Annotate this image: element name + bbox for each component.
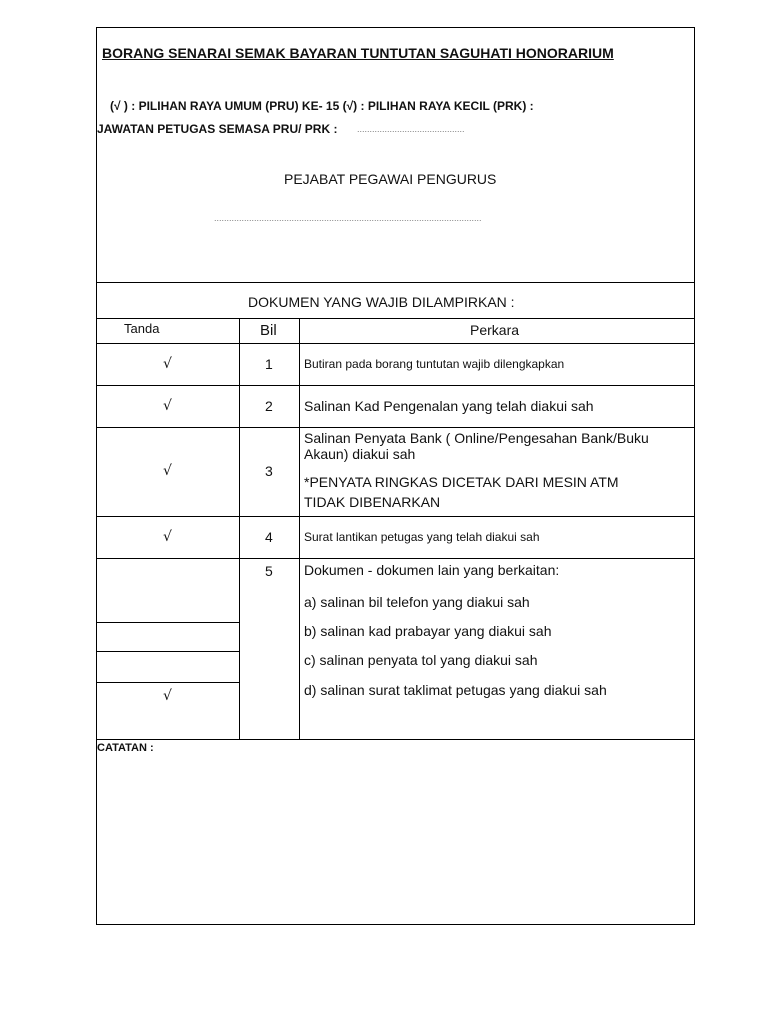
line-table-top <box>96 282 695 283</box>
col-header-perkara: Perkara <box>470 322 520 338</box>
frame-left <box>96 27 97 924</box>
row4-number: 4 <box>265 529 273 545</box>
row3-number: 3 <box>265 463 273 479</box>
frame-top <box>96 27 695 28</box>
line-sub-c <box>96 682 239 683</box>
row3-check-mark: √ <box>163 463 172 479</box>
row2-item: Salinan Kad Pengenalan yang telah diakui sah <box>304 398 594 414</box>
row5-item: Dokumen - dokumen lain yang berkaitan: <box>304 562 560 578</box>
row4-item: Surat lantikan petugas yang telah diakui sah <box>304 530 540 544</box>
col-header-bil: Bil <box>260 322 277 339</box>
line-col-bil <box>299 318 300 739</box>
line-row4-bottom <box>96 558 695 559</box>
line-table-bottom <box>96 739 695 740</box>
row1-number: 1 <box>265 356 273 372</box>
row2-check-mark: √ <box>163 398 172 414</box>
office-value: ........................................................................................................... <box>214 213 482 223</box>
table-heading: DOKUMEN YANG WAJIB DILAMPIRKAN : <box>248 294 515 310</box>
position-value: ........................................... <box>357 124 465 134</box>
election-type-line: (√ ) : PILIHAN RAYA UMUM (PRU) KE- 15 (√) : PILIHAN RAYA KECIL (PRK) : <box>110 99 534 113</box>
frame-right <box>694 27 695 924</box>
row1-item: Butiran pada borang tuntutan wajib dilengkapkan <box>304 357 565 371</box>
line-heading-bottom <box>96 318 695 319</box>
row3-note-line2: TIDAK DIBENARKAN <box>304 494 441 510</box>
row1-check-mark: √ <box>163 356 172 372</box>
position-label: JAWATAN PETUGAS SEMASA PRU/ PRK : <box>97 122 338 136</box>
row5-sub-d-check-mark: √ <box>163 688 172 704</box>
form-title: BORANG SENARAI SEMAK BAYARAN TUNTUTAN SAGUHATI HONORARIUM <box>102 45 614 61</box>
line-row3-bottom <box>96 516 695 517</box>
line-header-bottom <box>96 343 695 344</box>
line-sub-b <box>96 651 239 652</box>
row5-number: 5 <box>265 563 273 579</box>
line-col-tanda <box>239 318 240 739</box>
row3-note-line1: *PENYATA RINGKAS DICETAK DARI MESIN ATM <box>304 474 619 490</box>
col-header-tanda: Tanda <box>124 321 160 336</box>
row5-sub-c: c) salinan penyata tol yang diakui sah <box>304 652 538 668</box>
row2-number: 2 <box>265 398 273 414</box>
row3-item-line2: Akaun) diakui sah <box>304 446 416 462</box>
line-sub-a <box>96 622 239 623</box>
office-title: PEJABAT PEGAWAI PENGURUS <box>284 171 497 187</box>
notes-label: CATATAN : <box>97 742 154 754</box>
row3-item-line1: Salinan Penyata Bank ( Online/Pengesahan Bank/Buku <box>304 430 649 446</box>
line-row1-bottom <box>96 385 695 386</box>
row4-check-mark: √ <box>163 529 172 545</box>
frame-bottom <box>96 924 695 925</box>
row5-sub-d: d) salinan surat taklimat petugas yang diakui sah <box>304 682 607 698</box>
row5-sub-b: b) salinan kad prabayar yang diakui sah <box>304 623 552 639</box>
line-row2-bottom <box>96 427 695 428</box>
row5-sub-a: a) salinan bil telefon yang diakui sah <box>304 594 530 610</box>
